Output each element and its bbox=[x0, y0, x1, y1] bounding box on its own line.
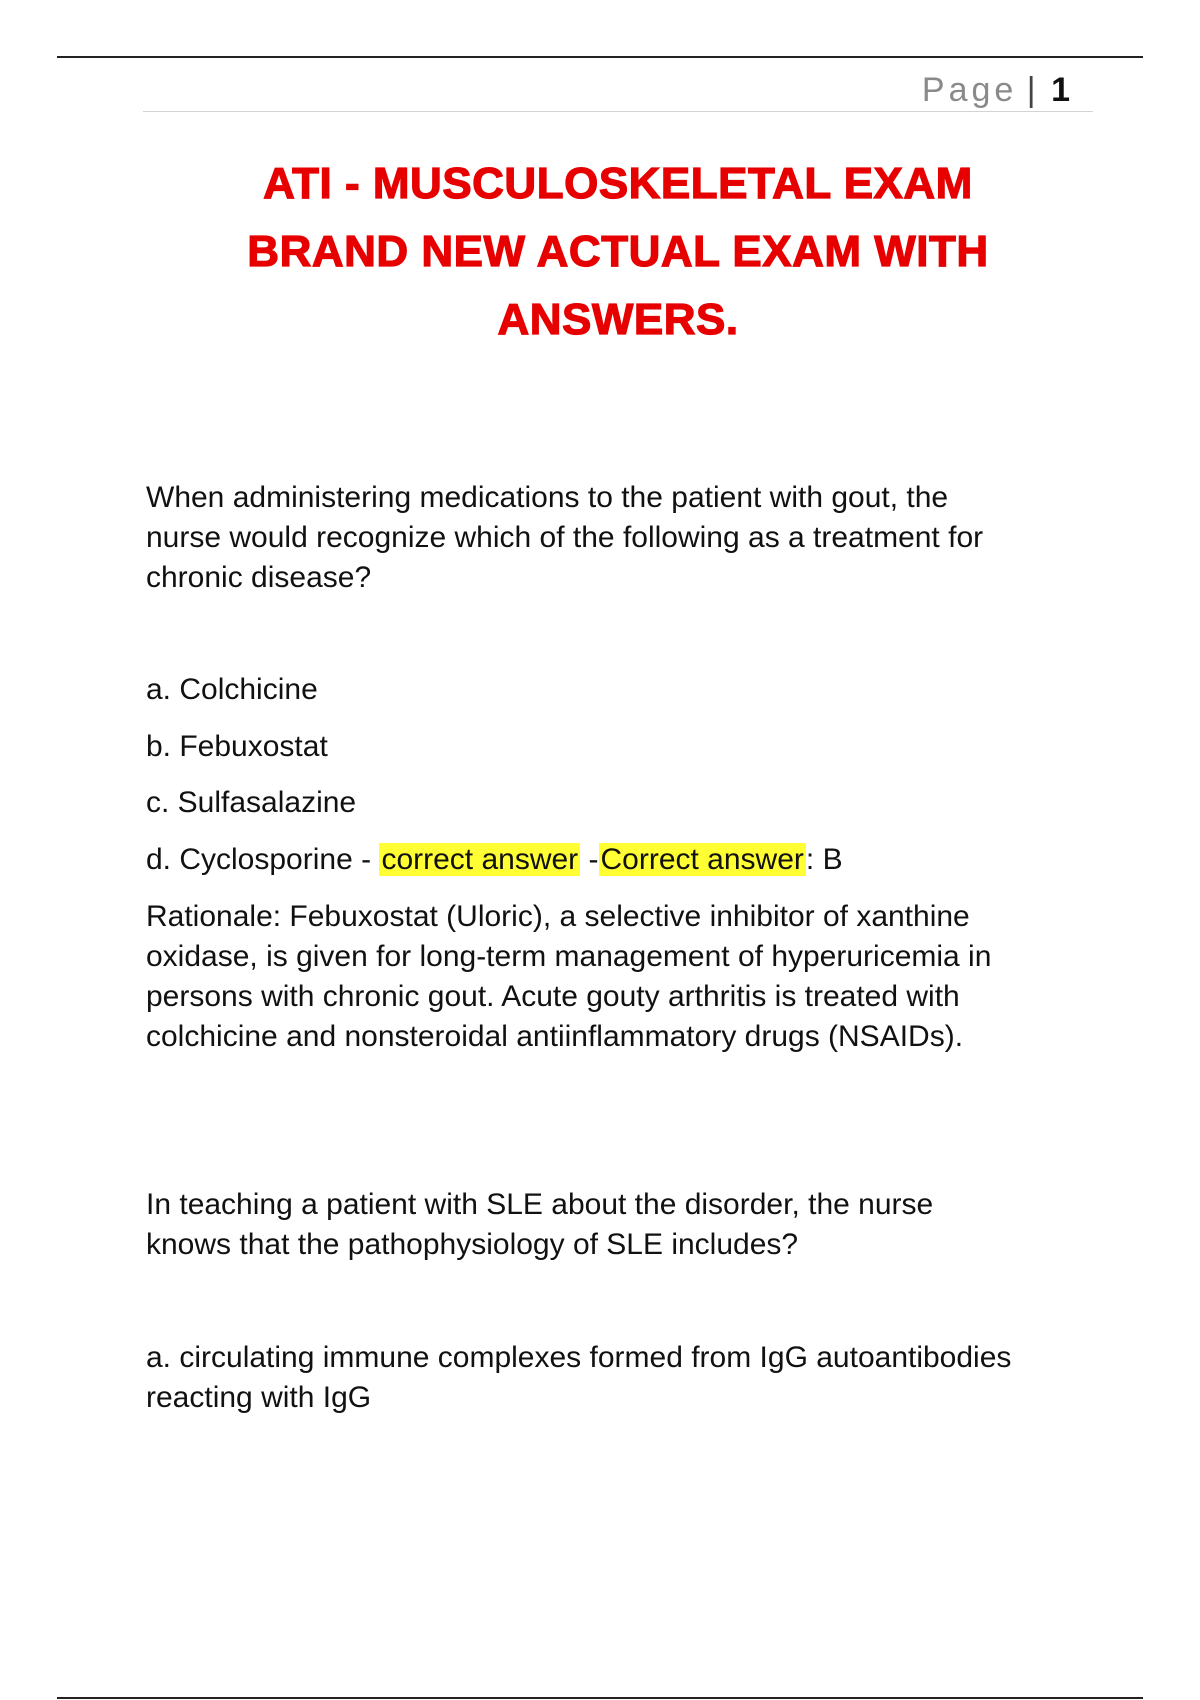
q1-option-c: c. Sulfasalazine bbox=[146, 786, 357, 819]
q2-option-a bbox=[146, 1338, 1096, 1418]
header-divider bbox=[143, 111, 1093, 112]
title-line: ANSWERS. bbox=[497, 295, 739, 344]
q1-option-d bbox=[146, 840, 843, 880]
question-line: chronic disease? bbox=[146, 561, 372, 594]
question-line: When administering medications to the patient with gout, the bbox=[146, 481, 949, 514]
option-d-text: d. Cyclosporine - bbox=[146, 843, 380, 876]
document-title bbox=[143, 150, 1093, 354]
q1-option-b: b. Febuxostat bbox=[146, 730, 328, 763]
question-line: knows that the pathophysiology of SLE includes? bbox=[146, 1228, 799, 1261]
question-line: nurse would recognize which of the following as a treatment for bbox=[146, 521, 984, 554]
title-line: BRAND NEW ACTUAL EXAM WITH bbox=[247, 227, 989, 276]
page-label: Page bbox=[921, 71, 1018, 109]
page-separator: | bbox=[1026, 71, 1036, 109]
rationale-line: colchicine and nonsteroidal antiinflammatory drugs (NSAIDs). bbox=[146, 1020, 964, 1053]
correct-answer-highlight: correct answer bbox=[381, 843, 579, 876]
q1-option-a: a. Colchicine bbox=[146, 673, 318, 706]
answer-separator: - bbox=[580, 843, 599, 876]
title-line: ATI - MUSCULOSKELETAL EXAM bbox=[263, 159, 973, 208]
answer-letter: : B bbox=[805, 843, 843, 876]
rationale-line: oxidase, is given for long-term management of hyperuricemia in bbox=[146, 940, 992, 973]
top-rule bbox=[57, 56, 1143, 58]
question-2 bbox=[146, 1185, 1096, 1265]
bottom-rule bbox=[57, 1697, 1143, 1699]
rationale-line: Rationale: Febuxostat (Uloric), a selective inhibitor of xanthine bbox=[146, 900, 970, 933]
question-line: In teaching a patient with SLE about the disorder, the nurse bbox=[146, 1188, 934, 1221]
option-line: reacting with IgG bbox=[146, 1381, 372, 1414]
page-number: 1 bbox=[1051, 71, 1070, 109]
correct-answer-highlight-2: Correct answer bbox=[600, 843, 804, 876]
page-number-header bbox=[922, 70, 1070, 110]
q1-rationale bbox=[146, 897, 1096, 1057]
rationale-line: persons with chronic gout. Acute gouty arthritis is treated with bbox=[146, 980, 960, 1013]
option-line: a. circulating immune complexes formed from IgG autoantibodies bbox=[146, 1341, 1012, 1374]
question-1 bbox=[146, 478, 1096, 598]
